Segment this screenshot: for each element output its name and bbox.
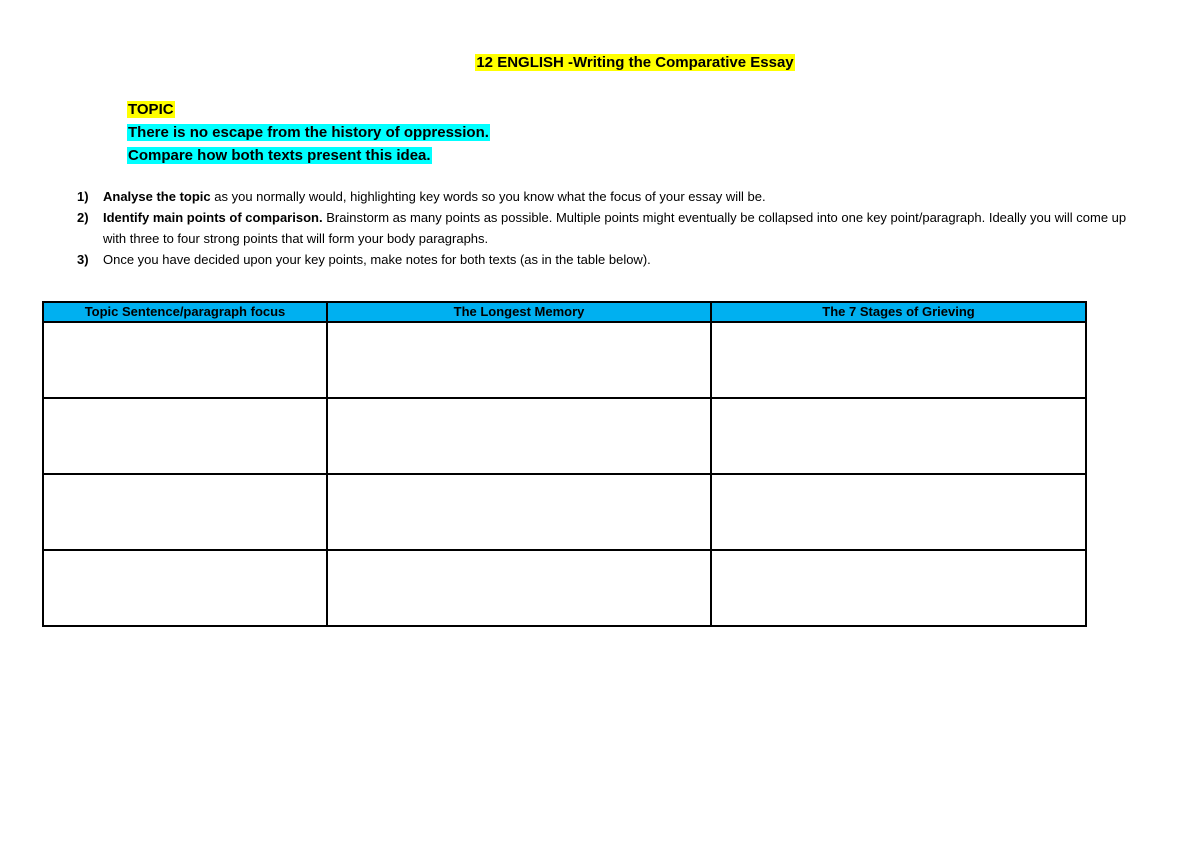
instruction-number: 2)	[77, 210, 89, 225]
topic-question	[127, 144, 490, 167]
instruction-text: Brainstorm as many points as possible. Multiple points might eventually be collapsed into one key point/paragraph. Ideally you will come up with three to four strong points that will form your body paragraphs.	[103, 210, 1127, 246]
instruction-bold: Identify main points of comparison.	[103, 210, 323, 225]
table-cell[interactable]	[43, 474, 327, 550]
instruction-number: 1)	[77, 189, 89, 204]
table-cell[interactable]	[711, 322, 1086, 398]
instruction-number: 3)	[77, 252, 89, 267]
column-header-topic-sentence: Topic Sentence/paragraph focus	[43, 302, 327, 322]
table-cell[interactable]	[711, 474, 1086, 550]
page-title	[0, 53, 1200, 73]
table-cell[interactable]	[327, 550, 711, 626]
table-row	[43, 322, 1086, 398]
topic-block	[127, 98, 490, 167]
instruction-text: as you normally would, highlighting key words so you know what the focus of your essay will be.	[210, 189, 766, 204]
table-cell[interactable]	[327, 474, 711, 550]
instruction-item	[77, 249, 1149, 270]
column-header-seven-stages: The 7 Stages of Grieving	[711, 302, 1086, 322]
topic-label	[127, 98, 490, 121]
table-header-row	[43, 302, 1086, 322]
table-row	[43, 474, 1086, 550]
instruction-bold: Analyse the topic	[103, 189, 211, 204]
topic-statement-text: There is no escape from the history of oppression.	[128, 124, 489, 141]
table-cell[interactable]	[43, 322, 327, 398]
table-row	[43, 550, 1086, 626]
comparison-table	[42, 301, 1087, 627]
table-cell[interactable]	[327, 398, 711, 474]
page-title-text: 12 ENGLISH -Writing the Comparative Essay	[476, 54, 794, 71]
table-cell[interactable]	[711, 550, 1086, 626]
instructions-list	[77, 186, 1149, 270]
instruction-item	[77, 207, 1149, 249]
topic-question-text: Compare how both texts present this idea.	[128, 147, 431, 164]
topic-label-text: TOPIC	[128, 101, 174, 118]
column-header-longest-memory: The Longest Memory	[327, 302, 711, 322]
instruction-item	[77, 186, 1149, 207]
topic-statement	[127, 121, 490, 144]
table-cell[interactable]	[711, 398, 1086, 474]
table-row	[43, 398, 1086, 474]
table-cell[interactable]	[327, 322, 711, 398]
table-cell[interactable]	[43, 550, 327, 626]
instruction-text: Once you have decided upon your key points, make notes for both texts (as in the table below).	[103, 252, 651, 267]
table-cell[interactable]	[43, 398, 327, 474]
